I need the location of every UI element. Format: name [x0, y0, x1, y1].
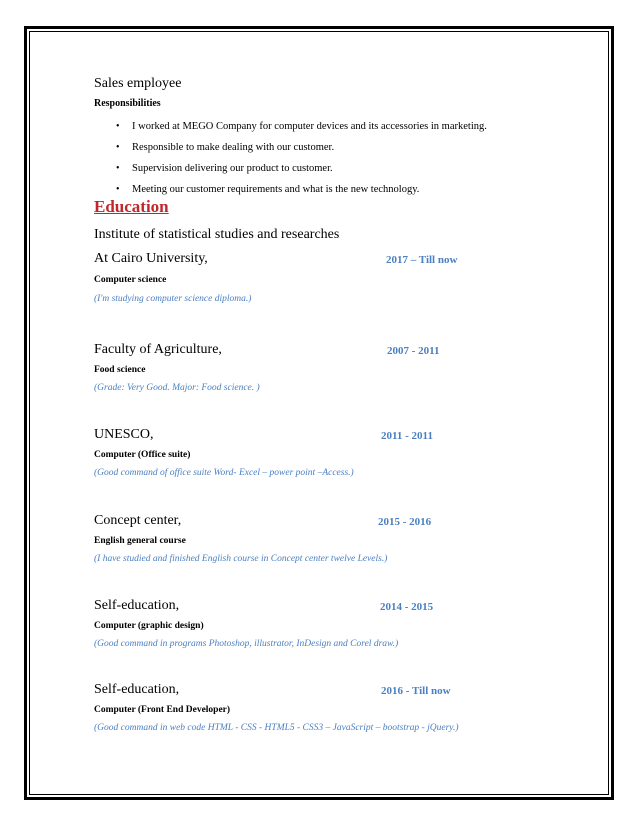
list-item: • Supervision delivering our product to customer. [116, 158, 487, 179]
bullet-icon: • [116, 121, 120, 132]
entry-date: 2016 - Till now [381, 685, 451, 697]
entry-date: 2017 – Till now [386, 254, 458, 266]
bullet-icon: • [116, 142, 120, 153]
job-title: Sales employee [94, 76, 182, 91]
entry-title: Concept center, [94, 513, 182, 528]
entry-note: (Good command of office suite Word- Excel – power point –Access.) [94, 468, 354, 478]
entry-date: 2011 - 2011 [381, 430, 433, 442]
list-item: • I worked at MEGO Company for computer devices and its accessories in marketing. [116, 116, 487, 137]
entry-note: (Grade: Very Good. Major: Food science. ) [94, 383, 260, 393]
list-item: • Meeting our customer requirements and what is the new technology. [116, 179, 487, 200]
entry-title: UNESCO, [94, 427, 154, 442]
responsibilities-list [116, 116, 487, 200]
entry-date: 2007 - 2011 [387, 345, 440, 357]
entry-field: Computer science [94, 275, 167, 285]
bullet-icon: • [116, 184, 120, 195]
list-item: • Responsible to make dealing with our customer. [116, 137, 487, 158]
entry-title: At Cairo University, [94, 251, 208, 266]
entry-note: (Good command in web code HTML - CSS - HTML5 - CSS3 – JavaScript – bootstrap - jQuery.) [94, 723, 459, 733]
education-heading: Education [94, 197, 169, 216]
entry-title: Self-education, [94, 682, 180, 697]
entry-field: Computer (Office suite) [94, 450, 191, 460]
entry-title: Self-education, [94, 598, 180, 613]
entry-field: Computer (Front End Developer) [94, 705, 231, 715]
entry-date: 2014 - 2015 [380, 601, 434, 613]
entry-field: Computer (graphic design) [94, 621, 204, 631]
entry-title: Faculty of Agriculture, [94, 342, 222, 357]
entry-note: (I have studied and finished English course in Concept center twelve Levels.) [94, 554, 388, 564]
bullet-icon: • [116, 163, 120, 174]
entry-field: Food science [94, 365, 146, 375]
entry-field: English general course [94, 536, 186, 546]
entry-date: 2015 - 2016 [378, 516, 432, 528]
responsibilities-label: Responsibilities [94, 98, 161, 109]
entry-note: (Good command in programs Photoshop, illustrator, InDesign and Corel draw.) [94, 639, 399, 649]
institute-name: Institute of statistical studies and researches [94, 227, 340, 242]
entry-note: (I'm studying computer science diploma.) [94, 294, 252, 304]
